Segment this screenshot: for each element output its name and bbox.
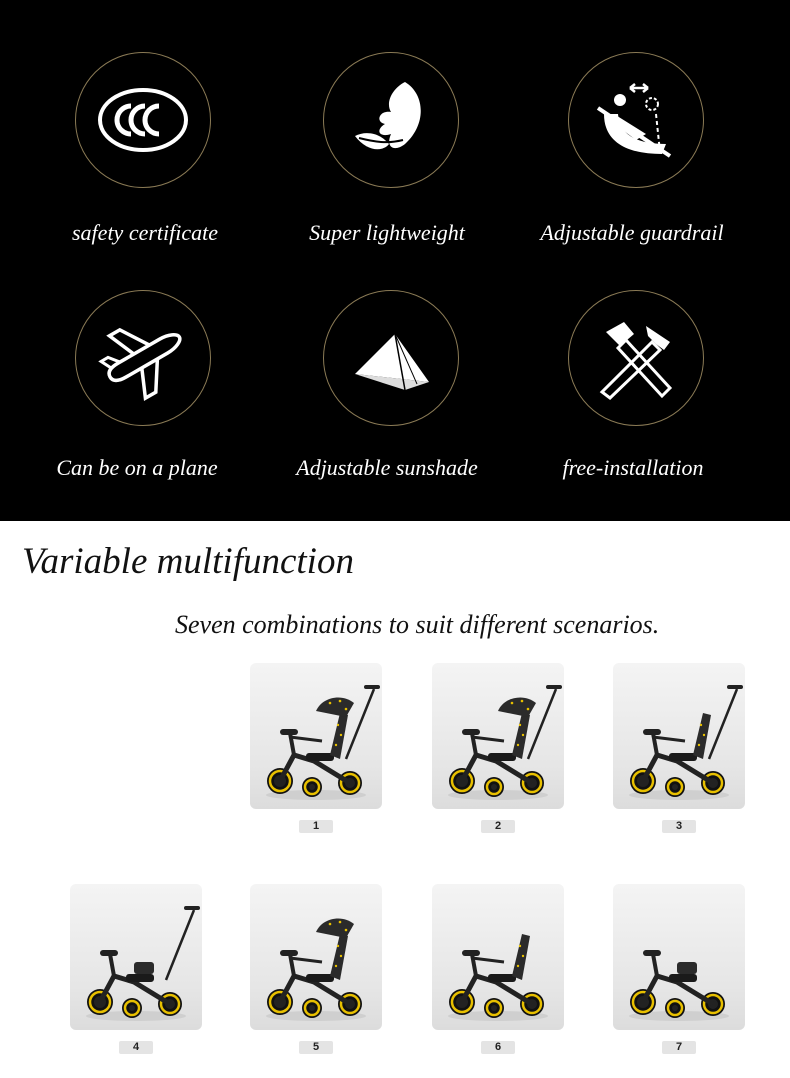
tricycle-mode-image (250, 663, 382, 809)
tricycle-mode-image (432, 663, 564, 809)
tricycle-mode-image (432, 884, 564, 1030)
airplane-icon (75, 290, 211, 426)
sunshade-icon (323, 290, 459, 426)
feather-icon (323, 52, 459, 188)
feature-label: Adjustable sunshade (296, 455, 478, 480)
mode-number-label: 1 (299, 820, 333, 833)
section-title: Variable multifunction (22, 541, 354, 582)
tricycle-mode-image (70, 884, 202, 1030)
feature-label: free-installation (562, 455, 704, 480)
guardrail-adjust-icon (568, 52, 704, 188)
mode-number-label: 2 (481, 820, 515, 833)
features-panel (0, 0, 790, 521)
feature-label: Adjustable guardrail (540, 220, 724, 245)
feature-label: Can be on a plane (56, 455, 218, 480)
mode-number-label: 4 (119, 1041, 153, 1054)
mode-number-label: 7 (662, 1041, 696, 1054)
ccc-certification-icon (75, 52, 211, 188)
feature-label: safety certificate (72, 220, 218, 245)
mode-number-label: 5 (299, 1041, 333, 1054)
tricycle-mode-image (250, 884, 382, 1030)
mode-number-label: 6 (481, 1041, 515, 1054)
section-subtitle: Seven combinations to suit different scenarios. (175, 610, 660, 639)
hammer-icon (568, 290, 704, 426)
tricycle-mode-image (613, 663, 745, 809)
feature-label: Super lightweight (309, 220, 465, 245)
mode-number-label: 3 (662, 820, 696, 833)
tricycle-mode-image (613, 884, 745, 1030)
